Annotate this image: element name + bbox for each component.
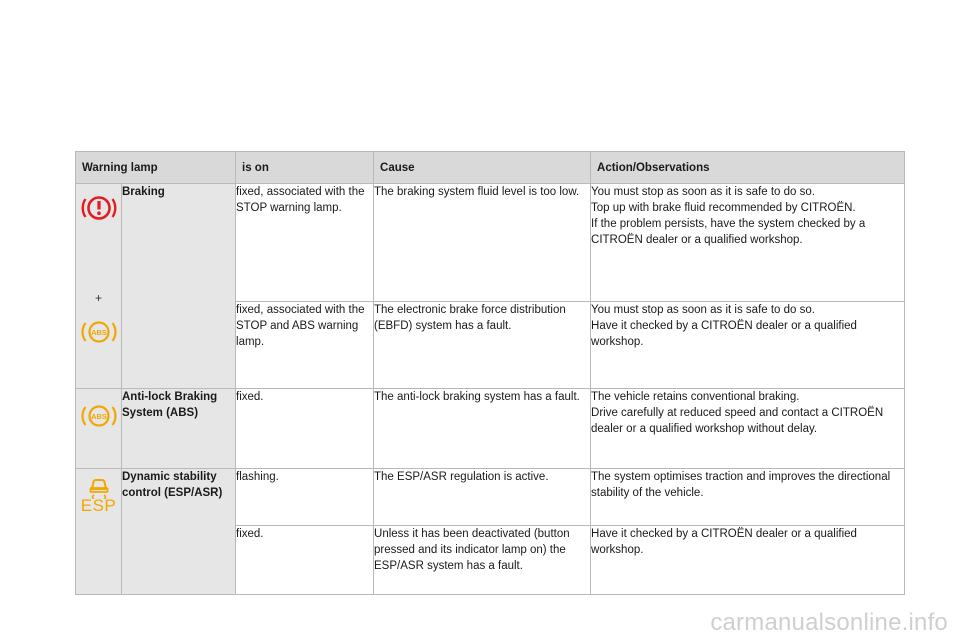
esp-icon-text: ESP: [80, 496, 117, 515]
table-row: [76, 184, 905, 302]
braking-icon-cell: [76, 184, 122, 389]
cause-cell: The electronic brake force distribution (EBFD) system has a fault.: [374, 302, 591, 389]
cause-cell: The anti-lock braking system has a fault.: [374, 389, 591, 469]
action-line: Have it checked by a CITROËN dealer or a qualified workshop.: [591, 320, 857, 348]
action-line: The system optimises traction and improves the directional stability of the vehicle.: [591, 471, 891, 499]
cause-cell: The ESP/ASR regulation is active.: [374, 469, 591, 526]
header-warning-lamp: Warning lamp: [76, 152, 236, 184]
action-line: If the problem persists, have the system checked by a CITROËN dealer or a qualified workshop.: [591, 218, 866, 246]
abs-icon-cell: [76, 389, 122, 469]
esp-warning-icon: [76, 469, 122, 499]
is-on-cell: fixed.: [236, 526, 374, 595]
is-on-cell: fixed, associated with the STOP warning lamp.: [236, 184, 374, 302]
action-cell: [591, 302, 905, 389]
action-cell: [591, 526, 905, 595]
action-cell: [591, 184, 905, 302]
site-watermark: carmanualsonline.info: [710, 609, 948, 636]
action-cell: [591, 389, 905, 469]
header-is-on: is on: [236, 152, 374, 184]
svg-text:ABS: ABS: [91, 411, 107, 421]
table-row: [76, 469, 905, 526]
warning-lamp-table: [75, 151, 905, 595]
action-line: The vehicle retains conventional braking.: [591, 391, 800, 403]
header-cause: Cause: [374, 152, 591, 184]
section-label-braking: Braking: [122, 184, 236, 389]
action-line: Top up with brake fluid recommended by CITROËN.: [591, 202, 856, 214]
action-cell: [591, 469, 905, 526]
table-header-row: [76, 152, 905, 184]
is-on-cell: fixed, associated with the STOP and ABS warning lamp.: [236, 302, 374, 389]
plus-joiner: +: [94, 291, 102, 305]
section-label-abs: Anti-lock Braking System (ABS): [122, 389, 236, 469]
action-line: Have it checked by a CITROËN dealer or a qualified workshop.: [591, 528, 857, 556]
action-line: Drive carefully at reduced speed and contact a CITROËN dealer or a qualified workshop without delay.: [591, 407, 884, 435]
svg-text:ABS: ABS: [91, 327, 107, 337]
action-line: You must stop as soon as it is safe to do so.: [591, 186, 815, 198]
brake-warning-icon: [76, 184, 122, 224]
action-line: You must stop as soon as it is safe to do so.: [591, 304, 815, 316]
table-row: [76, 389, 905, 469]
is-on-cell: fixed.: [236, 389, 374, 469]
section-label-esp: Dynamic stability control (ESP/ASR): [122, 469, 236, 595]
cause-cell: Unless it has been deactivated (button pressed and its indicator lamp on) the ESP/ASR system has a fault.: [374, 526, 591, 595]
is-on-cell: flashing.: [236, 469, 374, 526]
abs-warning-icon: [76, 317, 122, 347]
cause-cell: The braking system fluid level is too low.: [374, 184, 591, 302]
abs-warning-icon: [76, 389, 122, 431]
esp-icon-cell: [76, 469, 122, 595]
header-action: Action/Observations: [591, 152, 905, 184]
